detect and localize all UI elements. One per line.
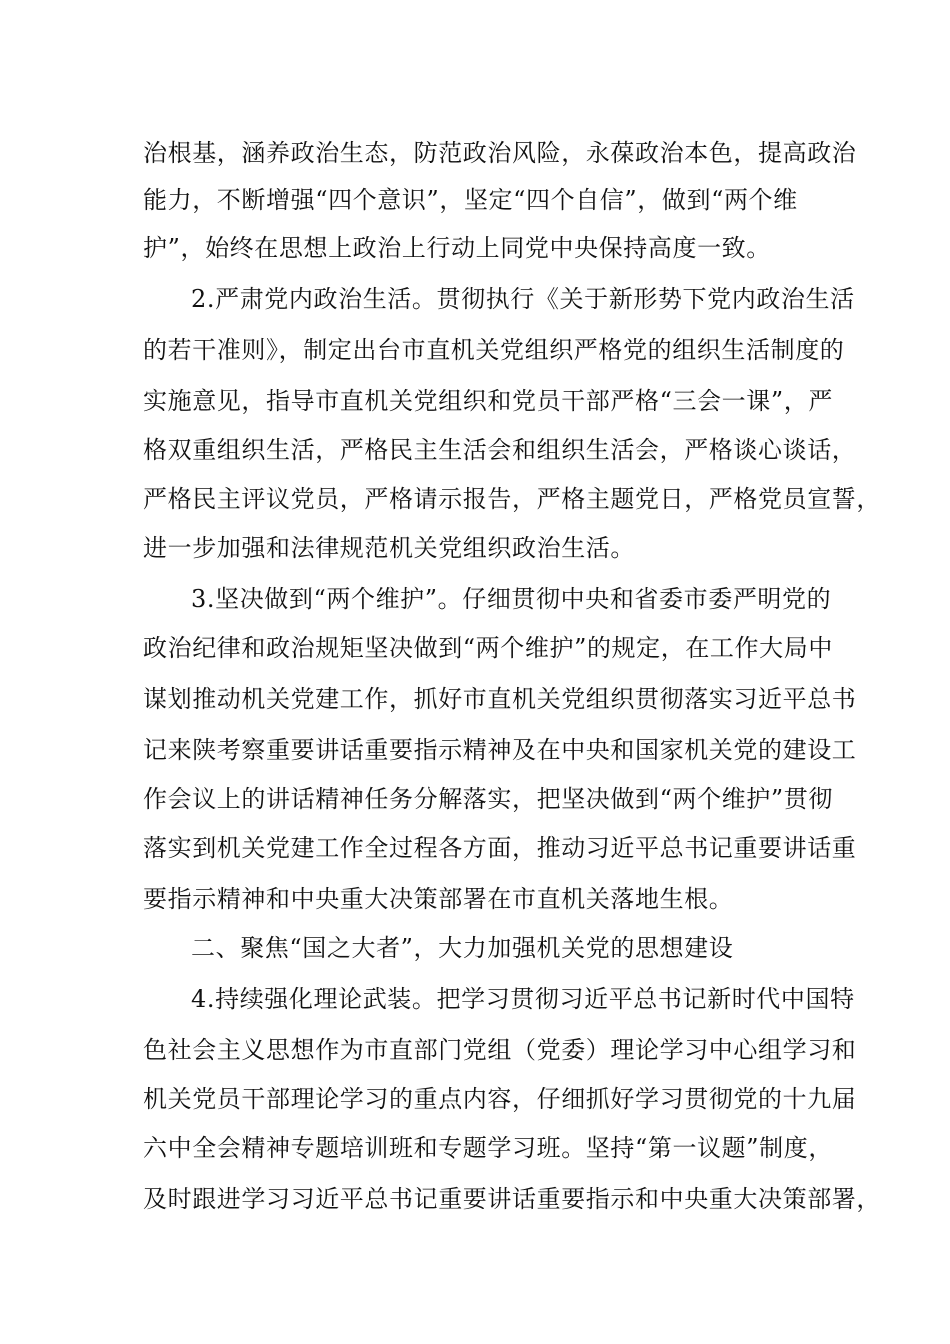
text-line: 实施意见，指导市直机关党组织和党员干部严格“三会一课”，严 <box>143 387 833 415</box>
text-line: 进一步加强和法律规范机关党组织政治生活。 <box>143 534 635 562</box>
text-line: 作会议上的讲话精神任务分解落实，把坚决做到“两个维护”贯彻 <box>143 785 833 813</box>
text-line: 格双重组织生活，严格民主生活会和组织生活会，严格谈心谈话， <box>143 436 857 464</box>
paragraph-heading-3: 3.坚决做到“两个维护”。仔细贯彻中央和省委市委严明党的 <box>191 585 832 613</box>
text-line: 严格民主评议党员，严格请示报告，严格主题党日，严格党员宣誓， <box>143 485 881 513</box>
text-line: 要指示精神和中央重大决策部署在市直机关落地生根。 <box>143 885 734 913</box>
text-line: 色社会主义思想作为市直部门党组（党委）理论学习中心组学习和 <box>143 1036 857 1064</box>
paragraph-heading-2: 2.严肃党内政治生活。贯彻执行《关于新形势下党内政治生活 <box>191 285 855 313</box>
text-line: 的若干准则》，制定出台市直机关党组织严格党的组织生活制度的 <box>143 336 845 364</box>
text-line: 政治纪律和政治规矩坚决做到“两个维护”的规定，在工作大局中 <box>143 634 833 662</box>
paragraph-heading-4: 4.持续强化理论武装。把学习贯彻习近平总书记新时代中国特 <box>191 985 855 1013</box>
section-heading: 二、聚焦“国之大者”，大力加强机关党的思想建设 <box>191 934 734 962</box>
text-line: 护”，始终在思想上政治上行动上同党中央保持高度一致。 <box>143 234 771 262</box>
text-line: 落实到机关党建工作全过程各方面，推动习近平总书记重要讲话重 <box>143 834 857 862</box>
text-line: 及时跟进学习习近平总书记重要讲话重要指示和中央重大决策部署， <box>143 1185 881 1213</box>
text-line: 治根基，涵养政治生态，防范政治风险，永葆政治本色，提高政治 <box>143 139 857 167</box>
text-line: 六中全会精神专题培训班和专题学习班。坚持“第一议题”制度， <box>143 1134 833 1162</box>
text-line: 记来陕考察重要讲话重要指示精神及在中央和国家机关党的建设工 <box>143 736 857 764</box>
text-line: 谋划推动机关党建工作，抓好市直机关党组织贯彻落实习近平总书 <box>143 685 857 713</box>
text-line: 机关党员干部理论学习的重点内容，仔细抓好学习贯彻党的十九届 <box>143 1085 857 1113</box>
text-line: 能力，不断增强“四个意识”，坚定“四个自信”，做到“两个维 <box>143 186 798 214</box>
